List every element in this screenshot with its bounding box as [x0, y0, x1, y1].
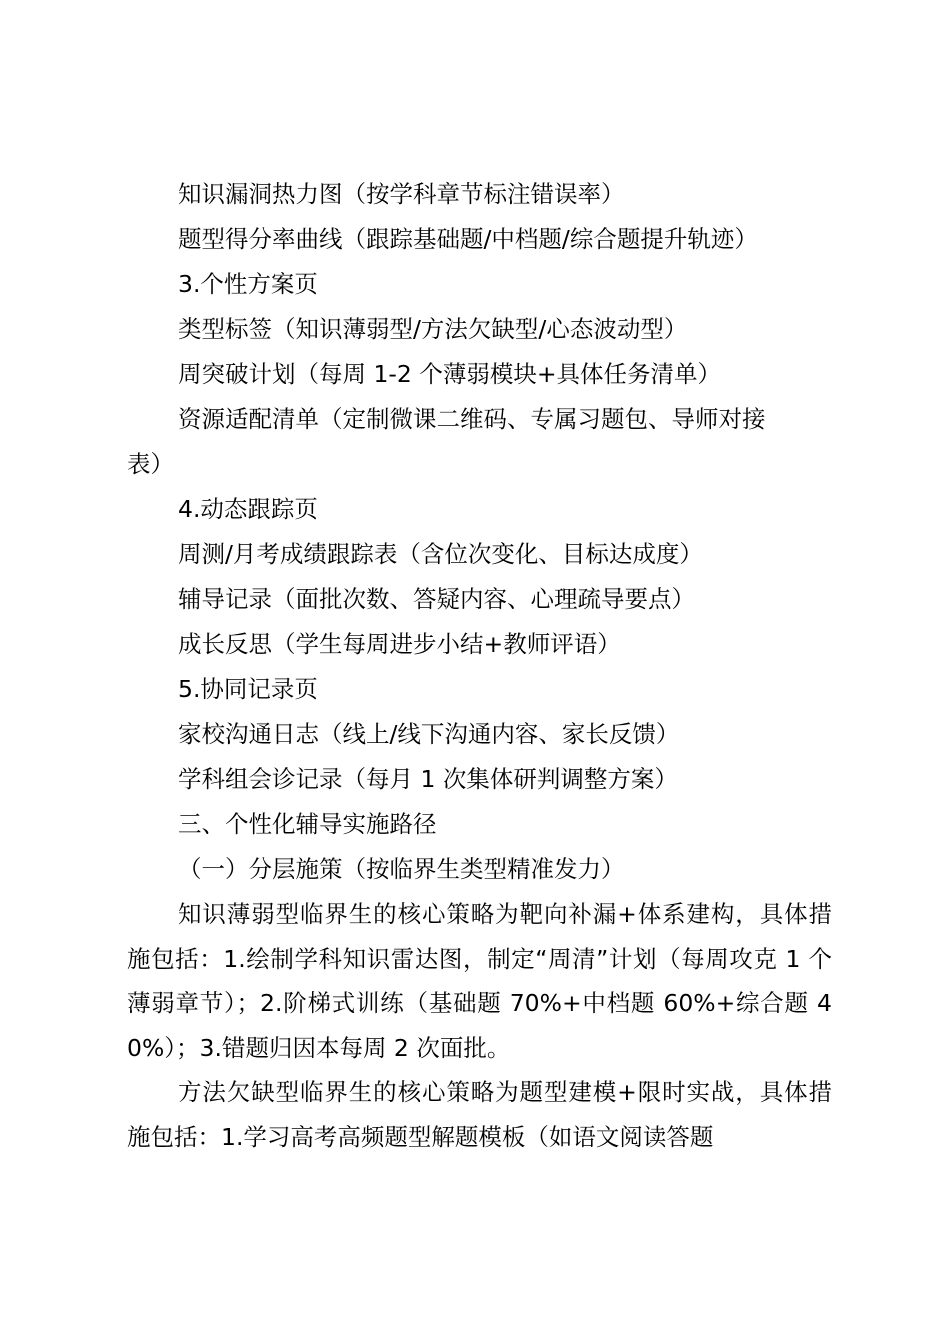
text-line: 题型得分率曲线（跟踪基础题/中档题/综合题提升轨迹） [178, 225, 758, 253]
text-line: 成长反思（学生每周进步小结+教师评语） [178, 630, 621, 658]
text-line-wrap: 表） [127, 450, 174, 478]
document-body [127, 172, 832, 1159]
body-paragraph: 方法欠缺型临界生的核心策略为题型建模+限时实战，具体措施包括：1.学习高考高频题型解题模板（如语文阅读答题 [127, 1078, 832, 1151]
text-line: 学科组会诊记录（每月 1 次集体研判调整方案） [178, 765, 678, 793]
subsection-heading: （一）分层施策（按临界生类型精准发力） [178, 855, 625, 883]
text-line: 家校沟通日志（线上/线下沟通内容、家长反馈） [178, 720, 680, 748]
text-line: 周突破计划（每周 1-2 个薄弱模块+具体任务清单） [178, 360, 722, 388]
text-line: 周测/月考成绩跟踪表（含位次变化、目标达成度） [178, 540, 703, 568]
section-heading: 5.协同记录页 [178, 675, 318, 703]
text-line: 类型标签（知识薄弱型/方法欠缺型/心态波动型） [178, 315, 688, 343]
section-heading: 4.动态跟踪页 [178, 495, 318, 523]
text-line: 资源适配清单（定制微课二维码、专属习题包、导师对接 [178, 405, 766, 433]
chapter-heading: 三、个性化辅导实施路径 [178, 810, 437, 838]
text-line: 知识漏洞热力图（按学科章节标注错误率） [178, 180, 625, 208]
body-paragraph: 知识薄弱型临界生的核心策略为靶向补漏+体系建构，具体措施包括：1.绘制学科知识雷达图，制定“周清”计划（每周攻克 1 个薄弱章节）；2.阶梯式训练（基础题 70%+中档题 60%+综合题 40%）；3.错题归因本每周 2 次面批。 [127, 900, 832, 1062]
section-heading: 3.个性方案页 [178, 270, 318, 298]
text-line: 辅导记录（面批次数、答疑内容、心理疏导要点） [178, 585, 695, 613]
